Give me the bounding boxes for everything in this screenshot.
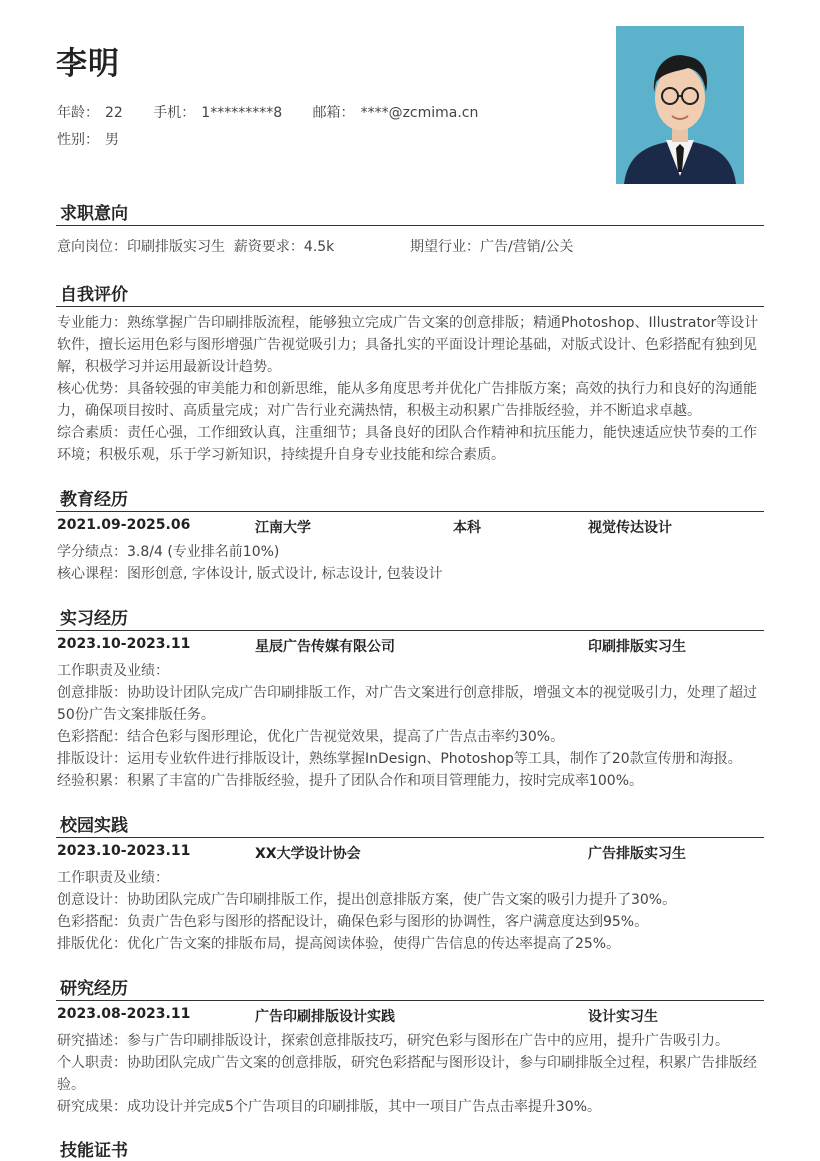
internship-detail: 工作职责及业绩： xyxy=(57,663,169,679)
education-major: 视觉传达设计 xyxy=(588,520,672,536)
campus-detail: 创意设计：协助团队完成广告印刷排版工作，提出创意排版方案，使广告文案的吸引力提升了30%。 xyxy=(57,892,677,908)
age-field: 年龄： 22 xyxy=(57,105,123,121)
education-detail: 核心课程：图形创意, 字体设计, 版式设计, 标志设计, 包装设计 xyxy=(57,566,443,582)
phone-field: 手机： 1*********8 xyxy=(153,105,283,121)
internship-detail: 经验积累：积累了丰富的广告排版经验，提升了团队合作和项目管理能力，按时完成率100%。 xyxy=(57,773,644,789)
portrait-illustration xyxy=(616,26,744,184)
internship-detail: 创意排版：协助设计团队完成广告印刷排版工作，对广告文案进行创意排版，增强文本的视觉吸引力，处理了超过50份广告文案排版任务。 xyxy=(57,685,757,723)
campus-org: XX大学设计协会 xyxy=(255,846,361,862)
research-row xyxy=(57,1006,765,1028)
education-date: 2021.09-2025.06 xyxy=(57,517,191,533)
section-divider xyxy=(56,511,764,512)
education-degree: 本科 xyxy=(453,520,481,536)
section-divider xyxy=(56,837,764,838)
intent-industry: 期望行业：广告/营销/公关 xyxy=(410,239,574,255)
candidate-name: 李明 xyxy=(56,46,120,82)
gender-field: 性别： 男 xyxy=(57,132,119,148)
campus-row xyxy=(57,843,765,865)
research-detail: 个人职责：协助团队完成广告文案的创意排版，研究色彩搭配与图形设计，参与印刷排版全过程，积累广告排版经验。 xyxy=(57,1055,757,1093)
campus-detail: 色彩搭配：负责广告色彩与图形的搭配设计，确保色彩与图形的协调性，客户满意度达到95%。 xyxy=(57,914,649,930)
section-divider xyxy=(56,1000,764,1001)
gender-row xyxy=(57,129,145,149)
research-date: 2023.08-2023.11 xyxy=(57,1006,191,1022)
education-school: 江南大学 xyxy=(255,520,311,536)
intent-position: 意向岗位：印刷排版实习生 xyxy=(57,239,225,255)
internship-row xyxy=(57,636,765,658)
email-field: 邮箱： ****@zcmima.cn xyxy=(312,105,479,121)
campus-detail: 排版优化：优化广告文案的排版布局，提高阅读体验，使得广告信息的传达率提高了25%。 xyxy=(57,936,621,952)
section-title-self: 自我评价 xyxy=(60,285,128,305)
education-detail: 学分绩点：3.8/4 (专业排名前10%) xyxy=(57,544,280,560)
internship-date: 2023.10-2023.11 xyxy=(57,636,191,652)
research-project: 广告印刷排版设计实践 xyxy=(255,1009,395,1025)
research-role: 设计实习生 xyxy=(588,1009,658,1025)
section-title-skills: 技能证书 xyxy=(60,1141,128,1161)
intent-salary: 薪资要求：4.5k xyxy=(233,239,335,255)
education-row xyxy=(57,517,765,539)
campus-role: 广告排版实习生 xyxy=(588,846,686,862)
internship-role: 印刷排版实习生 xyxy=(588,639,686,655)
self-eval-paragraph: 综合素质：责任心强，工作细致认真，注重细节；具备良好的团队合作精神和抗压能力，能快速适应快节奏的工作环境；积极乐观，乐于学习新知识，持续提升自身专业技能和综合素质。 xyxy=(57,425,757,463)
section-title-education: 教育经历 xyxy=(60,490,128,510)
section-title-research: 研究经历 xyxy=(60,979,128,999)
contact-row xyxy=(57,102,504,122)
self-eval-paragraph: 专业能力：熟练掌握广告印刷排版流程，能够独立完成广告文案的创意排版；精通Photoshop、Illustrator等设计软件，擅长运用色彩与图形增强广告视觉吸引力；具备扎实的平面设计理论基础，对版式设计、色彩搭配有独到见解，积极学习并运用最新设计趋势。 xyxy=(57,315,759,375)
research-detail: 研究成果：成功设计并完成5个广告项目的印刷排版，其中一项目广告点击率提升30%。 xyxy=(57,1099,602,1115)
internship-detail: 排版设计：运用专业软件进行排版设计，熟练掌握InDesign、Photoshop等工具，制作了20款宣传册和海报。 xyxy=(57,751,742,767)
section-divider xyxy=(56,630,764,631)
self-eval-paragraph: 核心优势：具备较强的审美能力和创新思维，能从多角度思考并优化广告排版方案；高效的执行力和良好的沟通能力，确保项目按时、高质量完成；对广告行业充满热情，积极主动积累广告排版经验，并不断追求卓越。 xyxy=(57,381,757,419)
section-title-intent: 求职意向 xyxy=(60,204,128,224)
section-title-internship: 实习经历 xyxy=(60,609,128,629)
internship-company: 星辰广告传媒有限公司 xyxy=(255,639,395,655)
intent-line xyxy=(57,236,765,258)
internship-detail: 色彩搭配：结合色彩与图形理论，优化广告视觉效果，提高了广告点击率约30%。 xyxy=(57,729,565,745)
research-detail: 研究描述：参与广告印刷排版设计，探索创意排版技巧，研究色彩与图形在广告中的应用，提升广告吸引力。 xyxy=(57,1033,729,1049)
section-divider xyxy=(56,306,764,307)
profile-photo xyxy=(616,26,744,184)
campus-detail: 工作职责及业绩： xyxy=(57,870,169,886)
campus-date: 2023.10-2023.11 xyxy=(57,843,191,859)
section-divider xyxy=(56,225,764,226)
section-title-campus: 校园实践 xyxy=(60,816,128,836)
